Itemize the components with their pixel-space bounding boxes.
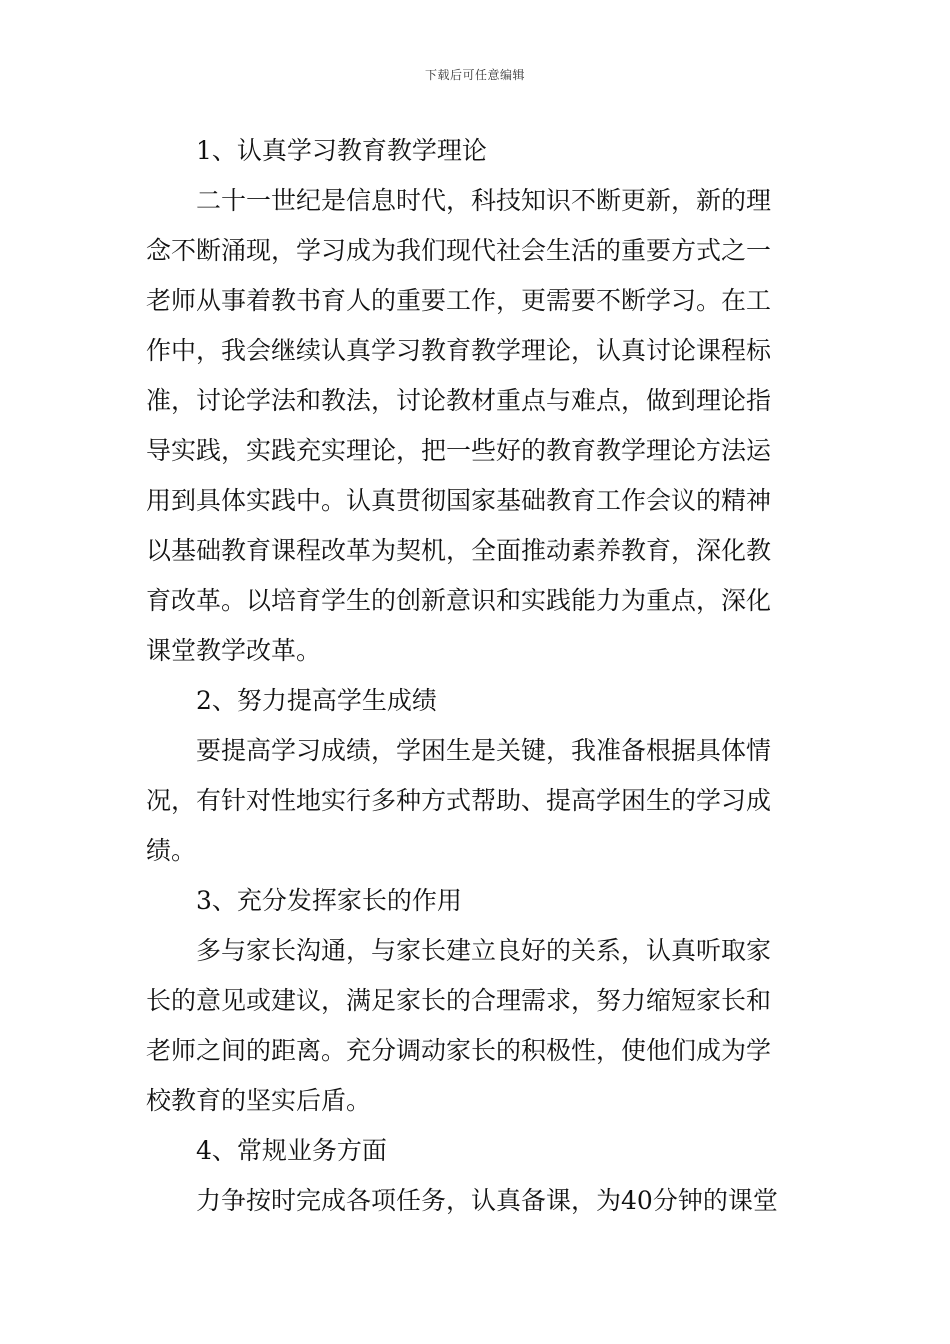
text-line: 校教育的坚实后盾。 [146,1086,372,1115]
text-line: 念不断涌现，学习成为我们现代社会生活的重要方式之一 [146,236,772,265]
text-line: 长的意见或建议，满足家长的合理需求，努力缩短家长和 [146,986,772,1015]
header-note: 下载后可任意编辑 [424,68,525,82]
text-line: 育改革。以培育学生的创新意识和实践能力为重点，深化 [146,586,772,615]
text-line: 作中，我会继续认真学习教育教学理论，认真讨论课程标 [146,336,772,365]
text-line: 老师之间的距离。充分调动家长的积极性，使他们成为学 [146,1036,772,1065]
text-line: 力争按时完成各项任务，认真备课，为40分钟的课堂 [196,1186,778,1215]
text-line: 况，有针对性地实行多种方式帮助、提高学困生的学习成 [146,786,772,815]
text-line: 导实践，实践充实理论，把一些好的教育教学理论方法运 [146,436,772,465]
text-line: 二十一世纪是信息时代，科技知识不断更新，新的理 [196,186,772,215]
text-line: 2、努力提高学生成绩 [196,686,437,715]
document-body [146,126,808,1226]
text-line: 4、常规业务方面 [196,1136,387,1165]
text-line: 多与家长沟通，与家长建立良好的关系，认真听取家 [196,936,772,965]
text-line: 课堂教学改革。 [146,636,322,665]
text-line: 准，讨论学法和教法，讨论教材重点与难点，做到理论指 [146,386,772,415]
text-line: 要提高学习成绩，学困生是关键，我准备根据具体情 [196,736,772,765]
text-line: 1、认真学习教育教学理论 [196,136,487,165]
text-line: 用到具体实践中。认真贯彻国家基础教育工作会议的精神 [146,486,772,515]
text-line: 绩。 [146,836,197,865]
text-line: 3、充分发挥家长的作用 [196,886,462,915]
text-line: 老师从事着教书育人的重要工作，更需要不断学习。在工 [146,286,772,315]
text-line: 以基础教育课程改革为契机，全面推动素养教育，深化教 [146,536,772,565]
